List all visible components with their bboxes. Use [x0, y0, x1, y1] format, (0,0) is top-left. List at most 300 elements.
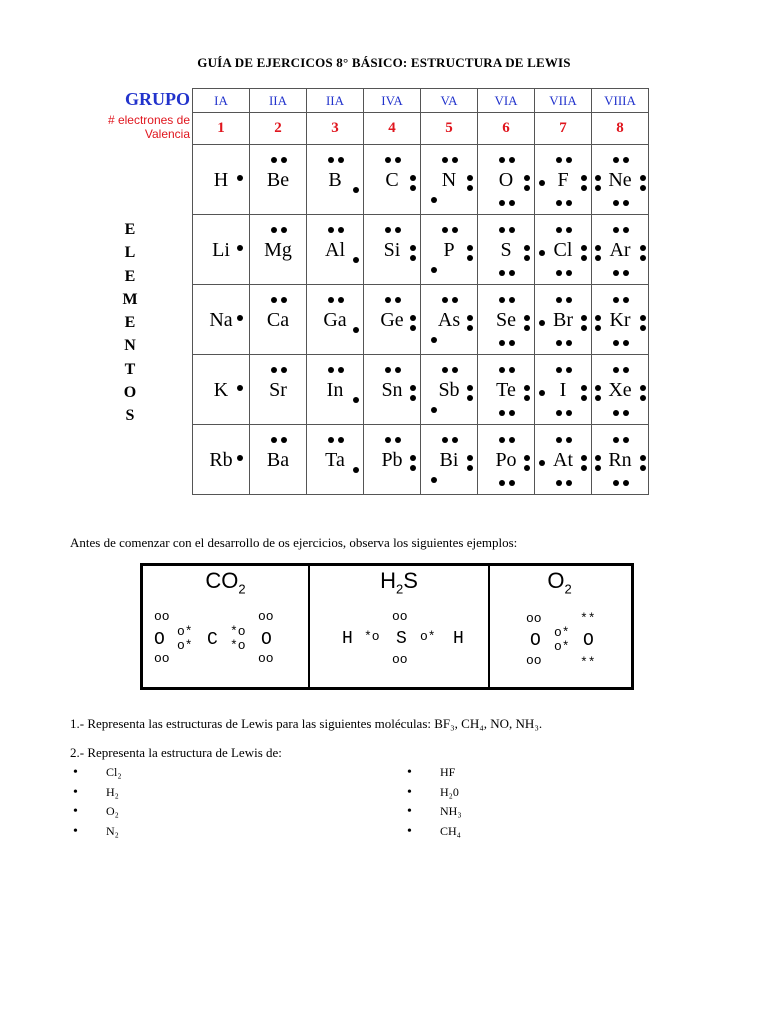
valence-electron-dot — [566, 157, 572, 163]
element-cell — [478, 355, 535, 425]
valence-electron-dot — [595, 325, 601, 331]
group-header: IA — [193, 89, 250, 113]
element-symbol: Ar — [609, 238, 631, 261]
valence-electron-dot — [442, 437, 448, 443]
valence-electron-dot — [623, 227, 629, 233]
valence-number: 2 — [250, 113, 307, 145]
valence-electron-dot — [338, 157, 344, 163]
valence-electron-dot — [509, 157, 515, 163]
valence-electron-dot — [566, 200, 572, 206]
valence-electron-dot — [524, 465, 530, 471]
valence-electron-dot — [281, 437, 287, 443]
valence-electron-dot — [442, 297, 448, 303]
valence-electron-dot — [595, 315, 601, 321]
valence-electron-dot — [524, 175, 530, 181]
group-header: VIIIA — [592, 89, 649, 113]
electron-marks: oo — [392, 609, 408, 624]
element-cell — [478, 285, 535, 355]
element-symbol: B — [328, 168, 342, 191]
valence-number: 4 — [364, 113, 421, 145]
valence-electron-dot — [556, 367, 562, 373]
valence-electron-dot — [499, 270, 505, 276]
valence-electron-dot — [442, 227, 448, 233]
valence-electron-dot — [613, 200, 619, 206]
element-cell — [250, 355, 307, 425]
valence-electron-dot — [499, 200, 505, 206]
valence-electron-dot — [623, 480, 629, 486]
element-cell — [592, 145, 649, 215]
valence-electron-dot — [467, 455, 473, 461]
valence-electron-dot — [595, 465, 601, 471]
valence-electron-dot — [623, 270, 629, 276]
valence-electron-dot — [524, 245, 530, 251]
element-symbol: P — [443, 238, 455, 261]
valence-electron-dot — [524, 315, 530, 321]
valence-electron-dot — [509, 340, 515, 346]
valence-electron-dot — [328, 437, 334, 443]
element-cell — [364, 215, 421, 285]
valence-electron-dot — [581, 395, 587, 401]
valence-electron-dot — [271, 367, 277, 373]
valence-electron-dot — [338, 227, 344, 233]
element-symbol: As — [437, 308, 461, 331]
valence-electron-dot — [410, 465, 416, 471]
electron-marks: o* — [554, 639, 570, 654]
element-cell — [478, 145, 535, 215]
atom-symbol: O — [530, 631, 541, 651]
electron-marks: o* — [420, 629, 436, 644]
valence-electron-dot — [556, 340, 562, 346]
element-symbol: Si — [383, 238, 401, 261]
element-symbol: Ba — [266, 448, 290, 471]
side-letter: E — [124, 267, 136, 285]
valence-electron-dot — [613, 157, 619, 163]
valence-electron-dot — [524, 255, 530, 261]
element-symbol: Mg — [264, 238, 292, 261]
valence-electron-dot — [431, 267, 437, 273]
side-letter: N — [124, 337, 136, 355]
valence-electron-dot — [452, 227, 458, 233]
valence-electron-dot — [640, 245, 646, 251]
electron-marks: oo — [526, 611, 542, 626]
question-1: 1.- Representa las estructuras de Lewis para las siguientes moléculas: BF₃, CH₄, NO, NH₃. — [70, 716, 543, 731]
valence-electron-dot — [595, 245, 601, 251]
valence-electron-dot — [539, 250, 545, 256]
electron-marks: ** — [580, 611, 596, 626]
valence-electron-dot — [509, 200, 515, 206]
valence-electron-dot — [556, 200, 562, 206]
electron-marks: o* — [177, 624, 193, 639]
valence-electron-dot — [431, 477, 437, 483]
worksheet-title: GUÍA DE EJERCICOS 8° BÁSICO: ESTRUCTURA DE LEWIS — [197, 55, 571, 70]
valence-electron-dot — [613, 227, 619, 233]
element-cell — [364, 425, 421, 495]
lewis-structure-table — [192, 88, 649, 495]
element-cell — [193, 285, 250, 355]
valence-electron-dot — [385, 227, 391, 233]
valence-electron-dot — [539, 390, 545, 396]
valence-electron-dot — [556, 270, 562, 276]
element-cell — [193, 425, 250, 495]
valence-electron-dot — [595, 255, 601, 261]
valence-electron-dot — [509, 410, 515, 416]
side-letter: L — [124, 244, 136, 262]
valence-electron-dot — [595, 395, 601, 401]
valence-electron-dot — [640, 455, 646, 461]
group-header: VIA — [478, 89, 535, 113]
valence-electron-dot — [566, 367, 572, 373]
valence-electron-dot — [509, 270, 515, 276]
valence-electron-dot — [595, 455, 601, 461]
element-cell — [421, 215, 478, 285]
valence-electron-dot — [566, 340, 572, 346]
valence-electron-dot — [338, 367, 344, 373]
element-symbol: Bi — [439, 448, 459, 471]
valence-electron-dot — [581, 325, 587, 331]
valence-electron-dot — [467, 325, 473, 331]
valence-electron-dot — [271, 157, 277, 163]
element-cell — [535, 425, 592, 495]
valence-electron-dot — [640, 325, 646, 331]
element-cell — [535, 355, 592, 425]
example-o2 — [490, 566, 629, 687]
electron-marks: ** — [580, 655, 596, 670]
electron-marks: oo — [258, 651, 274, 666]
valence-electron-dot — [237, 245, 243, 251]
valence-electron-dot — [395, 227, 401, 233]
valence-electron-dot — [581, 255, 587, 261]
valence-number: 3 — [307, 113, 364, 145]
valence-electron-dot — [353, 327, 359, 333]
valence-electron-dot — [467, 185, 473, 191]
valence-electron-dot — [328, 297, 334, 303]
valence-electron-dot — [395, 297, 401, 303]
element-symbol: Ca — [266, 308, 290, 331]
formula-subscript: 2 — [564, 581, 572, 597]
valence-number: 6 — [478, 113, 535, 145]
element-cell — [478, 425, 535, 495]
valence-electron-dot — [595, 385, 601, 391]
valence-electron-dot — [566, 410, 572, 416]
valence-electron-dot — [431, 407, 437, 413]
valence-electron-dot — [509, 437, 515, 443]
element-symbol: O — [498, 168, 514, 191]
example-o2-formula — [490, 568, 629, 596]
valence-electron-dot — [524, 185, 530, 191]
valence-electron-dot — [385, 157, 391, 163]
formula-text: O — [547, 568, 565, 593]
valence-electron-dot — [623, 200, 629, 206]
valence-electron-dot — [353, 467, 359, 473]
element-symbol: F — [557, 168, 569, 191]
valence-electron-dot — [281, 367, 287, 373]
valence-electron-dot — [237, 175, 243, 181]
element-cell — [250, 145, 307, 215]
valence-electron-dot — [566, 480, 572, 486]
example-h2s-structure — [310, 610, 488, 676]
valence-electron-dot — [410, 175, 416, 181]
valence-electron-dot — [467, 245, 473, 251]
element-cell — [592, 425, 649, 495]
valence-electron-dot — [566, 297, 572, 303]
electron-marks: *o — [364, 629, 380, 644]
element-symbol: In — [326, 378, 344, 401]
valence-electron-dot — [499, 227, 505, 233]
valence-electron-dot — [237, 455, 243, 461]
side-letter: O — [123, 384, 137, 402]
element-cell — [250, 215, 307, 285]
valence-electron-dot — [431, 197, 437, 203]
valence-electron-dot — [385, 367, 391, 373]
valence-electron-dot — [395, 367, 401, 373]
valence-electron-dot — [410, 245, 416, 251]
list-item: • NH₃ — [404, 802, 462, 822]
electron-marks: *o — [230, 638, 246, 653]
valence-electron-dot — [467, 175, 473, 181]
list-item: • O₂ — [70, 802, 122, 822]
element-symbol: Xe — [608, 378, 632, 401]
valence-electron-dot — [442, 157, 448, 163]
element-symbol: Cl — [553, 238, 573, 261]
valence-electron-dot — [640, 315, 646, 321]
group-header: VIIA — [535, 89, 592, 113]
list-item: • H₂0 — [404, 783, 462, 803]
element-cell — [307, 145, 364, 215]
valence-electron-dot — [499, 297, 505, 303]
electron-marks: oo — [526, 653, 542, 668]
element-symbol: I — [559, 378, 567, 401]
valence-electron-dot — [595, 175, 601, 181]
valence-electron-dot — [237, 385, 243, 391]
element-symbol: At — [553, 448, 573, 471]
element-cell — [307, 425, 364, 495]
list-item: • Cl₂ — [70, 763, 122, 783]
valence-number: 7 — [535, 113, 592, 145]
valence-electron-dot — [566, 270, 572, 276]
valence-electron-dot — [556, 410, 562, 416]
valence-electron-dot — [640, 465, 646, 471]
valence-electron-dot — [581, 465, 587, 471]
valence-electron-dot — [271, 437, 277, 443]
valence-electron-dot — [509, 367, 515, 373]
side-letter: E — [124, 221, 136, 238]
valence-electron-dot — [640, 185, 646, 191]
element-symbol: Po — [495, 448, 517, 471]
valence-electron-dot — [509, 480, 515, 486]
example-o2-structure — [490, 610, 629, 676]
valence-label — [95, 113, 190, 141]
valence-electron-dot — [385, 297, 391, 303]
valence-electron-dot — [281, 227, 287, 233]
element-cell — [250, 285, 307, 355]
element-cell — [364, 355, 421, 425]
element-symbol: Ne — [608, 168, 632, 191]
element-cell — [193, 145, 250, 215]
electron-marks: o* — [177, 638, 193, 653]
valence-electron-dot — [613, 437, 619, 443]
valence-electron-dot — [640, 255, 646, 261]
formula-text: CO — [205, 568, 239, 593]
element-symbol: Rb — [209, 448, 233, 471]
valence-electron-dot — [524, 455, 530, 461]
valence-electron-dot — [539, 320, 545, 326]
valence-electron-dot — [467, 255, 473, 261]
valence-electron-dot — [581, 385, 587, 391]
valence-electron-dot — [509, 227, 515, 233]
valence-number: 1 — [193, 113, 250, 145]
valence-electron-dot — [410, 315, 416, 321]
valence-electron-dot — [353, 187, 359, 193]
valence-label-line-1: # electrones de — [107, 113, 190, 127]
valence-electron-dot — [328, 367, 334, 373]
atom-symbol: O — [154, 630, 165, 650]
valence-electron-dot — [640, 175, 646, 181]
valence-electron-dot — [623, 340, 629, 346]
valence-electron-dot — [499, 367, 505, 373]
valence-electron-dot — [524, 395, 530, 401]
electron-marks: *o — [230, 624, 246, 639]
valence-electron-dot — [467, 395, 473, 401]
list-item: • CH₄ — [404, 822, 462, 842]
valence-electron-dot — [566, 437, 572, 443]
grupo-label: GRUPO — [125, 89, 190, 109]
element-symbol: Rn — [608, 448, 632, 471]
valence-electron-dot — [410, 185, 416, 191]
element-symbol: Ga — [323, 308, 347, 331]
electron-marks: oo — [392, 652, 408, 667]
element-symbol: Sr — [269, 378, 287, 401]
group-header: IVA — [364, 89, 421, 113]
valence-electron-dot — [613, 480, 619, 486]
valence-electron-dot — [581, 175, 587, 181]
element-cell — [364, 145, 421, 215]
valence-electron-dot — [499, 340, 505, 346]
element-symbol: K — [213, 378, 229, 401]
valence-electron-dot — [623, 437, 629, 443]
formula-subscript: 2 — [395, 581, 404, 597]
valence-electron-dot — [442, 367, 448, 373]
element-symbol: Li — [212, 238, 230, 261]
side-letter: T — [124, 360, 136, 378]
element-symbol: Ge — [380, 308, 404, 331]
element-cell — [592, 215, 649, 285]
atom-symbol: H — [342, 629, 353, 649]
valence-electron-dot — [271, 297, 277, 303]
group-header: IIA — [250, 89, 307, 113]
formula-subscript: 2 — [238, 581, 246, 597]
example-co2-structure — [143, 610, 308, 676]
valence-electron-dot — [410, 255, 416, 261]
valence-electron-dot — [271, 227, 277, 233]
example-co2 — [143, 566, 310, 687]
valence-number: 5 — [421, 113, 478, 145]
valence-electron-dot — [581, 315, 587, 321]
valence-number: 8 — [592, 113, 649, 145]
valence-electron-dot — [385, 437, 391, 443]
atom-symbol: H — [453, 629, 464, 649]
valence-electron-dot — [623, 410, 629, 416]
element-cell — [421, 145, 478, 215]
valence-electron-dot — [613, 410, 619, 416]
valence-electron-dot — [640, 395, 646, 401]
element-cell — [250, 425, 307, 495]
valence-electron-dot — [395, 157, 401, 163]
valence-electron-dot — [581, 455, 587, 461]
atom-symbol: O — [261, 630, 272, 650]
formula-text: S — [403, 568, 418, 593]
element-symbol: Pb — [381, 448, 403, 471]
valence-electron-dot — [281, 157, 287, 163]
intro-text: Antes de comenzar con el desarrollo de os ejercicios, observa los siguientes ejemplos: — [70, 535, 518, 550]
example-h2s — [310, 566, 490, 687]
example-h2s-formula — [310, 568, 488, 596]
element-symbol: Te — [496, 378, 516, 401]
valence-electron-dot — [539, 180, 545, 186]
valence-electron-dot — [556, 437, 562, 443]
valence-electron-dot — [581, 185, 587, 191]
element-cell — [535, 215, 592, 285]
valence-electron-dot — [452, 437, 458, 443]
valence-electron-dot — [499, 157, 505, 163]
valence-electron-dot — [467, 465, 473, 471]
valence-electron-dot — [452, 297, 458, 303]
list-right — [404, 763, 462, 841]
example-co2-formula — [143, 568, 308, 596]
valence-electron-dot — [539, 460, 545, 466]
valence-electron-dot — [640, 385, 646, 391]
valence-electron-dot — [452, 367, 458, 373]
valence-electron-dot — [338, 297, 344, 303]
formula-text: H — [380, 568, 396, 593]
valence-electron-dot — [410, 395, 416, 401]
valence-electron-dot — [467, 385, 473, 391]
side-letter: M — [122, 290, 138, 308]
valence-electron-dot — [623, 157, 629, 163]
examples-box — [140, 563, 634, 690]
element-cell — [592, 355, 649, 425]
valence-electron-dot — [581, 245, 587, 251]
valence-electron-dot — [556, 157, 562, 163]
list-item: • N₂ — [70, 822, 122, 842]
valence-electron-dot — [328, 157, 334, 163]
element-cell — [307, 285, 364, 355]
element-cell — [592, 285, 649, 355]
valence-electron-dot — [556, 480, 562, 486]
element-cell — [421, 355, 478, 425]
element-cell — [193, 215, 250, 285]
element-symbol: S — [500, 238, 512, 261]
element-cell — [535, 285, 592, 355]
valence-electron-dot — [338, 437, 344, 443]
electron-marks: o* — [554, 625, 570, 640]
element-symbol: Ta — [325, 448, 345, 471]
valence-electron-dot — [328, 227, 334, 233]
valence-electron-dot — [452, 157, 458, 163]
element-cell — [535, 145, 592, 215]
valence-electron-dot — [613, 367, 619, 373]
valence-electron-dot — [281, 297, 287, 303]
element-symbol: H — [213, 168, 229, 191]
valence-electron-dot — [410, 325, 416, 331]
valence-electron-dot — [237, 315, 243, 321]
electron-marks: oo — [258, 609, 274, 624]
element-cell — [421, 285, 478, 355]
valence-electron-dot — [509, 297, 515, 303]
valence-electron-dot — [613, 340, 619, 346]
side-letter: E — [124, 314, 136, 332]
element-symbol: C — [385, 168, 399, 191]
list-item: • HF — [404, 763, 462, 783]
